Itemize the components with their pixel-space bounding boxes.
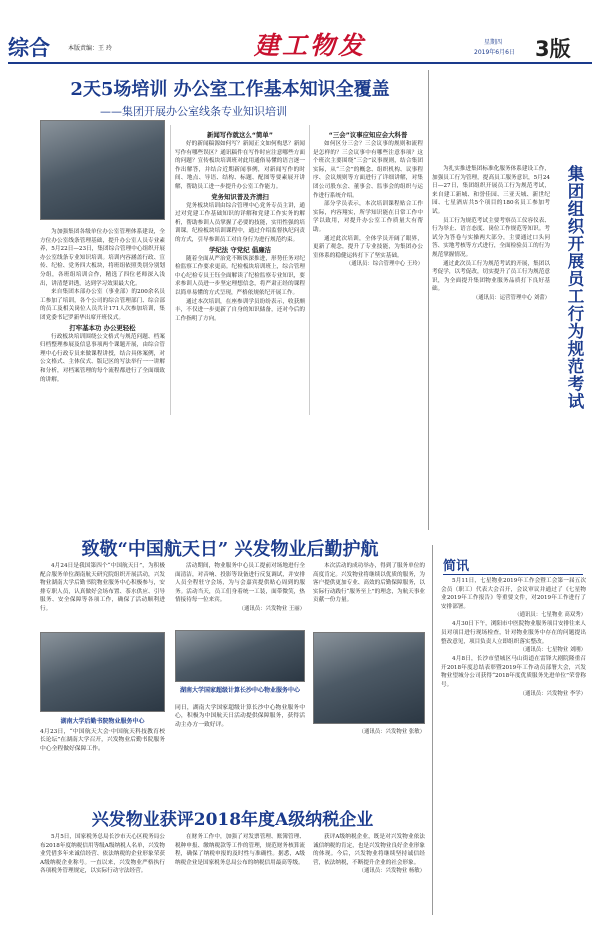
article2-col2 bbox=[175, 562, 305, 614]
article1-subhead: 新闻写作就这么“简单” bbox=[207, 131, 273, 139]
article2-para: 4月24日是我国第四个“中国航天日”，为积极配合服务单位湖南航天研究院组织开展活动，兴发物业湖南大学后勤书院物业服务中心积极参与，安排专职人员，认真做好会场布置、茶水供应、引导服务、安全保障等各项工作，确保了活动顺利进行。 bbox=[40, 563, 165, 612]
article1-para: 为加强集团各级单位办公室管理体系建设，全方位办公室线条管理基础，提升办公室人员专业素养，5月22日—23日，集团综合管理中心组织开展办公室线条专业知识培训。培训内容涵盖行政、宣传、纪检、党务四大板块，将班组依照类别分别划分组，各班组培训合作，精选了四位老师深入浅出，讲清楚讲透，达到学习效果最大化。 bbox=[40, 229, 165, 287]
brief-item: 4月30日下午，浏阳市中医院物业服务项目安排往来人员对项目进行现场检查，针对物业服务中存在的问题提出整改意见，项目负责人立即组织落实整改。 bbox=[441, 621, 586, 645]
article1-para: 来自集团本部办公室（事业部）的200余名员工参加了培训，各个公司的综合管理部门、综合部的员工及相关岗位人员共计171人次参加培训，集团党委书记罗新华出席开班仪式。 bbox=[40, 289, 165, 321]
article2-col1 bbox=[40, 562, 165, 614]
article2-photo1 bbox=[40, 632, 165, 712]
article1-title: 2天5场培训 办公室工作基本知识全覆盖 bbox=[70, 79, 390, 100]
article-right-vertical-title: 集团组织开展员工行为规范考试 bbox=[565, 165, 584, 410]
article-right-para: 通过此次员工行为规范考试的开展，集团以考促学，以考促改，切实提升了员工行为规范意识，为全面提升集团物业服务品质打下良好基础。 bbox=[432, 260, 550, 293]
article3-col1 bbox=[40, 833, 165, 876]
brief-box bbox=[432, 545, 592, 915]
article1-subhead: “三会”议事应知应会大科普 bbox=[328, 131, 408, 139]
training-photo bbox=[40, 120, 165, 220]
article3-col3 bbox=[313, 833, 425, 876]
article2-col3 bbox=[313, 562, 425, 605]
article1-subhead: 打牢基本功 办公更轻松 bbox=[69, 323, 136, 332]
brief-signature: （通讯员：七星物业 刘刚） bbox=[519, 647, 586, 654]
column-rule bbox=[170, 125, 171, 415]
paper-logo: 建工物发 bbox=[253, 31, 366, 60]
article1-para: 好的新闻稿源如何写？新闻正文如何构思？新闻写作有哪些误区？通讯稿件在写作时应注意哪些方面的问题？宣传板块培训班对此用通俗易懂的语言逐一作出解答，并结合近期新闻事例，对新闻写作的时间、地点、导语、结构、标题、配图等要素展开讲解，帮助员工进一步提升办公室工作能力。 bbox=[175, 141, 305, 190]
article2-caption1: 4月23日，“中国航天大会·中国航天科技教育校长论坛”在湖南大学召开，兴发物业后勤书院服务中心全程做好保障工作。 bbox=[40, 729, 165, 752]
brief-item: 5月11日，七星物业2019年工作会暨工会第一届五次会员（职工）代表大会召开，会议审议并通过了《七星物业2019年工作报告》等重要文件，对2019年工作进行了安排部署。 bbox=[441, 578, 586, 610]
article3-para: 获评A级纳税企业，既是对兴发物业依法诚信纳税的肯定，也是兴发物业良好企业形象的体现。今后，兴发物业将继续坚持诚信经营，依法纳税，不断提升企业的社会形象。 bbox=[313, 834, 425, 866]
column-rule bbox=[309, 125, 310, 415]
article2-signature: （通讯员：兴发物业 王丽） bbox=[238, 605, 305, 612]
article2-caption2: 同日，湖南大学国家超级计算长沙中心物业服务中心，积极为中国航天日活动提供保障服务，获得活动主办方一致好评。 bbox=[175, 705, 305, 728]
article3-col2 bbox=[175, 833, 305, 867]
article2-photo2-caption: 湖南大学国家超级计算长沙中心物业服务中心 bbox=[179, 687, 300, 694]
article2-para: 活动期间，物业服务中心员工提前对场地进行全面清洁，对音响、投影等设备进行反复调试，并安排人员全程驻守会场，为与会嘉宾提供贴心周到的服务。活动当天，员工们身着统一工装，面带微笑，热情接待每一位来宾。 bbox=[175, 563, 305, 604]
article3-para: 5月5日，国家税务总局长沙市天心区税务局公布2018年度纳税信用等级A级纳税人名单，兴发物业凭借多年来诚信经营、依法纳税的企业形象荣获A级纳税企业称号。一直以来，兴发物业严格执行各项税务管理规定，以实际行动守法经营。 bbox=[40, 834, 165, 875]
brief-list bbox=[441, 577, 586, 699]
article1-col2 bbox=[175, 130, 305, 323]
article1-subhead: 党务知识普及齐清扫 bbox=[211, 192, 269, 201]
article1-col1 bbox=[40, 228, 165, 384]
article1-signature: （通讯员：综合管理中心 王玲） bbox=[345, 261, 423, 268]
brief-signature: （通讯员：七星物业 高双秀） bbox=[514, 612, 586, 619]
article3-signature: （通讯员：兴发物业 杨敏） bbox=[358, 868, 425, 875]
article2-title: 致敬“中国航天日” 兴发物业后勤护航 bbox=[81, 539, 379, 560]
article2-photo3 bbox=[313, 632, 425, 724]
article-right bbox=[432, 165, 550, 303]
article1-subhead: 学纪法 守党纪 倡廉洁 bbox=[209, 245, 271, 254]
article2-para: 本次活动的成功举办，得到了服务单位的高度肯定。兴发物业将继续以优质的服务，为客户提供更加专业、高效的后勤保障服务，以实际行动践行“服务至上”的理念，为航天事业贡献一份力量。 bbox=[313, 563, 426, 604]
article1-para: 党务板块培训由综合管理中心党务专员主讲，通过对党建工作基础知识的详解和党建工作实务的解析，帮助参训人员掌握了必要的技能，实用性强的培训课。纪检板块培训课程中，通过介绍监督执纪问责的方式，引导参训员工对自身行为进行规范约束。 bbox=[175, 202, 305, 243]
article2-photo1-caption: 湖南大学后勤书院物业服务中心 bbox=[60, 718, 145, 725]
article1-subtitle: ——集团开展办公室线条专业知识培训 bbox=[100, 105, 287, 118]
article1-para: 通过本次培训，在座参训学员纷纷表示，收获颇丰，不仅进一步更新了自身的知识储备，还对今后的工作指明了方向。 bbox=[175, 298, 305, 322]
article-right-signature: （通讯员：运营管理中心 刘蕾） bbox=[472, 294, 550, 301]
article1-para: 部分学员表示，本次培训课程贴合工作实际，内容翔实，所学知识能在日常工作中学以致用，对提升办公室工作质量大有帮助。 bbox=[313, 201, 423, 233]
brief-item: 4月8日，长沙市望城区马山街道在雷锋大剧院隆重召开2018年度总结表彰暨2019年工作动员部署大会，兴发物业望城分公司获得“2018年度优质服务先进单位”荣誉称号。 bbox=[441, 656, 586, 688]
divider bbox=[8, 62, 592, 64]
masthead bbox=[0, 0, 600, 62]
article1-para: 随着全面从严治党不断纵深推进，形势任务对纪检监察工作要求更高。纪检板块培训班上，综合管理中心纪检专员王钰全面解读了纪检监察专业知识，要求参训人员进一步坚定理想信念，将严肃正经的课程以简单易懂的方式呈现，严格依规依纪开展工作。 bbox=[175, 255, 305, 296]
article3-title: 兴发物业获评2018年度A级纳税企业 bbox=[91, 810, 374, 830]
article1-para: 通过此次培训，全体学员开阔了眼界，更新了观念，提升了专业技能，为集团办公室体系的稳健运转打下了坚实基础。 bbox=[313, 235, 423, 259]
article-right-para: 员工行为规范考试主要考察员工仪容仪表、行为举止、语言态度、岗位工作规范等知识。考试分为答卷与实操两大部分，主要通过口头问答、实地考核等方式进行，全面检验员工的行为规范掌握情况。 bbox=[432, 217, 550, 258]
article2-photo2 bbox=[175, 630, 305, 682]
brief-heading: 简讯 bbox=[443, 555, 583, 575]
article-right-para: 为扎实推进集团标准化服务体系建设工作，加强员工行为管理，提高员工服务意识，5月24日—27日，集团组织开展员工行为规范考试，来自建工新城、和誉佳园、三亚天城、新世纪园、七星酒店共5个项目的180名员工参加考试。 bbox=[432, 166, 550, 215]
brief-signature: （通讯员：兴发物业 李学） bbox=[519, 690, 586, 697]
article1-para: 行政板块培训围绕公文格式与规范问题、档案归档整理参展及信息事项两个课题开展，由综合管理中心行政专员来做课程讲授，结合具体案例，对公文格式、主体仪式、版记区的写法举行一一讲解和分析，对档案管理的每个流程都进行了全面细致的讲解。 bbox=[40, 333, 165, 383]
column-rule bbox=[428, 70, 429, 530]
weekday: 星期四 bbox=[484, 39, 503, 46]
article1-col3 bbox=[313, 130, 423, 269]
section-label: 综合 bbox=[8, 36, 50, 60]
article3-para: 在财务工作中，加强了对发票管理、账簿管理、税种申报、缴纳税款等工作的管理，规范财务核算流程，确保了纳税申报的及时性与准确性。据悉，A级纳税企业是国家税务总局公布的纳税信用最高等级。 bbox=[175, 834, 305, 866]
editor-label: 本版责编：王 玲 bbox=[68, 45, 112, 52]
issue-date: 2019年6月6日 bbox=[474, 49, 515, 56]
page-number: 3版 bbox=[535, 37, 571, 61]
article1-para: 如何区分三会？三会议事的规则和流程是怎样的？三会议事中有哪些注意事项？这个班次主要围绕“三会”议事规则，结合集团实际，从“三会”的概念、组织机构、议事程序、会议规则等方面进行了详细讲解，对集团公司股东会、董事会、监事会的组织与运作进行系统介绍。 bbox=[313, 141, 423, 199]
article2-signature: （通讯员：兴发物业 张敏） bbox=[358, 729, 425, 735]
